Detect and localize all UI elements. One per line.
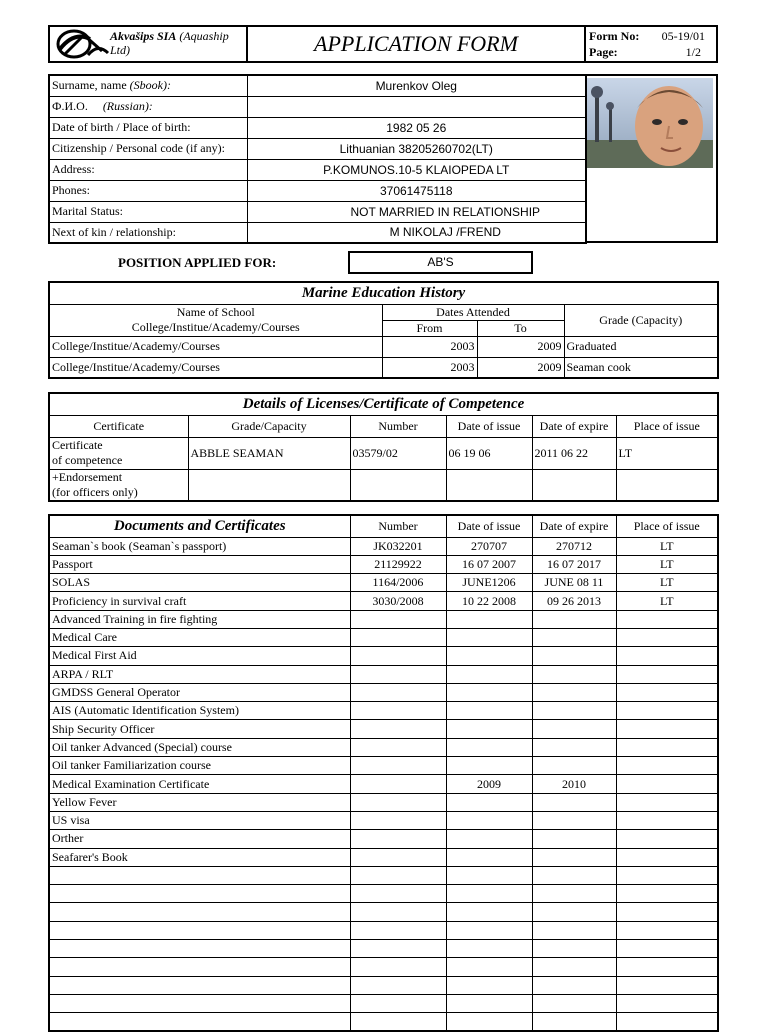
document-expire: 2010 — [532, 775, 616, 793]
education-from: 2003 — [382, 336, 477, 357]
licenses-header: Number — [350, 415, 446, 437]
personal-value — [247, 96, 586, 117]
document-place — [616, 811, 718, 829]
document-name: Seaman`s book (Seaman`s passport) — [49, 537, 350, 555]
documents-header: Date of issue — [446, 515, 532, 537]
document-place — [616, 793, 718, 811]
document-row — [49, 537, 718, 555]
license-grade: ABBLE SEAMAN — [188, 437, 350, 469]
education-to: 2009 — [477, 357, 564, 378]
document-expire — [532, 921, 616, 939]
document-issue — [446, 921, 532, 939]
document-name — [49, 976, 350, 994]
documents-header: Number — [350, 515, 446, 537]
document-place — [616, 994, 718, 1012]
document-place — [616, 757, 718, 775]
document-name: Oil tanker Advanced (Special) course — [49, 738, 350, 756]
education-col-school-2: College/Institue/Academy/Courses — [49, 320, 382, 336]
document-expire — [532, 610, 616, 628]
personal-row — [49, 222, 586, 243]
document-name: Passport — [49, 555, 350, 573]
document-issue: 270707 — [446, 537, 532, 555]
document-place — [616, 1013, 718, 1031]
licenses-header: Certificate — [49, 415, 188, 437]
personal-value: P.KOMUNOS.10-5 KLAIOPEDA LT — [247, 159, 586, 180]
document-number — [350, 830, 446, 848]
license-row — [49, 437, 718, 469]
license-certificate — [49, 469, 188, 501]
document-place — [616, 665, 718, 683]
license-expire: 2011 06 22 — [532, 437, 616, 469]
document-number — [350, 885, 446, 903]
document-place — [616, 958, 718, 976]
document-issue — [446, 628, 532, 646]
document-name: Medical Examination Certificate — [49, 775, 350, 793]
document-issue — [446, 811, 532, 829]
form-header — [48, 25, 718, 63]
personal-label — [49, 96, 247, 117]
personal-row — [49, 201, 586, 222]
document-name — [49, 940, 350, 958]
document-row — [49, 757, 718, 775]
document-row — [49, 775, 718, 793]
document-expire — [532, 757, 616, 775]
document-row — [49, 555, 718, 573]
document-row — [49, 720, 718, 738]
document-expire: 09 26 2013 — [532, 592, 616, 610]
licenses-title: Details of Licenses/Certificate of Competence — [49, 393, 718, 415]
document-number — [350, 940, 446, 958]
document-issue: 10 22 2008 — [446, 592, 532, 610]
form-meta-box — [584, 27, 716, 61]
document-row — [49, 1013, 718, 1031]
documents-title: Documents and Certificates — [49, 515, 350, 537]
license-grade — [188, 469, 350, 501]
license-certificate-line2: (for officers only) — [52, 484, 138, 499]
document-issue — [446, 848, 532, 866]
document-place — [616, 683, 718, 701]
document-name: Oil tanker Familiarization course — [49, 757, 350, 775]
document-place — [616, 866, 718, 884]
document-expire — [532, 848, 616, 866]
document-place: LT — [616, 555, 718, 573]
documents-header: Date of expire — [532, 515, 616, 537]
document-row — [49, 683, 718, 701]
licenses-header: Date of expire — [532, 415, 616, 437]
document-issue — [446, 1013, 532, 1031]
document-row — [49, 940, 718, 958]
document-row — [49, 994, 718, 1012]
personal-row — [49, 159, 586, 180]
document-name — [49, 866, 350, 884]
personal-label — [49, 180, 247, 201]
document-issue — [446, 720, 532, 738]
document-row — [49, 738, 718, 756]
applicant-photo-frame — [585, 74, 718, 243]
personal-label — [49, 159, 247, 180]
document-name: ARPA / RLT — [49, 665, 350, 683]
document-row — [49, 574, 718, 592]
document-place: LT — [616, 574, 718, 592]
document-place — [616, 885, 718, 903]
document-number: 21129922 — [350, 555, 446, 573]
document-number — [350, 683, 446, 701]
personal-label-text: Date of birth / Place of birth: — [52, 120, 191, 134]
education-col-from: From — [382, 320, 477, 336]
document-name — [49, 921, 350, 939]
document-number — [350, 866, 446, 884]
document-expire — [532, 940, 616, 958]
document-number — [350, 903, 446, 921]
document-expire — [532, 976, 616, 994]
personal-info-table — [48, 74, 587, 244]
page-label: Page: — [589, 45, 618, 59]
document-name — [49, 903, 350, 921]
license-row — [49, 469, 718, 501]
document-place — [616, 610, 718, 628]
education-school: College/Institue/Academy/Courses — [49, 336, 382, 357]
company-name: Akvašips SIA — [110, 29, 177, 43]
document-name: Ship Security Officer — [49, 720, 350, 738]
documents-table — [48, 514, 719, 1032]
education-row — [49, 336, 718, 357]
license-certificate-line1: +Endorsement — [52, 469, 123, 484]
document-number — [350, 811, 446, 829]
document-number — [350, 610, 446, 628]
form-no-value: 05-19/01 — [661, 29, 705, 43]
document-number — [350, 647, 446, 665]
document-place: LT — [616, 537, 718, 555]
personal-row — [49, 180, 586, 201]
document-issue — [446, 903, 532, 921]
document-row — [49, 592, 718, 610]
license-expire — [532, 469, 616, 501]
document-place: LT — [616, 592, 718, 610]
education-col-grade: Grade (Capacity) — [564, 304, 718, 336]
licenses-header: Grade/Capacity — [188, 415, 350, 437]
document-expire — [532, 885, 616, 903]
personal-label-text: Phones: — [52, 183, 91, 197]
document-place — [616, 976, 718, 994]
license-number: 03579/02 — [350, 437, 446, 469]
personal-label-note: (Russian): — [102, 99, 153, 113]
document-row — [49, 647, 718, 665]
document-name — [49, 1013, 350, 1031]
license-number — [350, 469, 446, 501]
document-number — [350, 775, 446, 793]
personal-label-text: Ф.И.О. — [52, 99, 88, 113]
personal-label — [49, 75, 247, 96]
document-issue — [446, 757, 532, 775]
document-place — [616, 848, 718, 866]
document-issue — [446, 793, 532, 811]
document-name: GMDSS General Operator — [49, 683, 350, 701]
personal-label — [49, 222, 247, 243]
license-certificate — [49, 437, 188, 469]
license-certificate-line2: of competence — [52, 453, 123, 467]
document-row — [49, 976, 718, 994]
company-name-alt2: Ltd) — [110, 43, 131, 57]
document-number — [350, 848, 446, 866]
personal-row — [49, 75, 586, 96]
document-number: 3030/2008 — [350, 592, 446, 610]
company-logo-box — [50, 27, 248, 61]
education-to: 2009 — [477, 336, 564, 357]
education-table — [48, 281, 719, 379]
personal-label-text: Surname, name — [52, 78, 127, 93]
document-number — [350, 958, 446, 976]
education-title: Marine Education History — [49, 282, 718, 304]
personal-label — [49, 138, 247, 159]
education-grade: Graduated — [564, 336, 718, 357]
position-value: AB'S — [348, 251, 533, 274]
document-number — [350, 665, 446, 683]
document-expire — [532, 628, 616, 646]
documents-header: Place of issue — [616, 515, 718, 537]
document-issue: JUNE1206 — [446, 574, 532, 592]
document-number — [350, 1013, 446, 1031]
personal-label-text: Next of kin / relationship: — [52, 224, 176, 239]
document-place — [616, 720, 718, 738]
personal-value: 1982 05 26 — [247, 117, 586, 138]
position-label: POSITION APPLIED FOR: — [118, 255, 277, 270]
license-place — [616, 469, 718, 501]
personal-row — [49, 117, 586, 138]
personal-label-note: (Sbook): — [129, 78, 171, 93]
personal-value: Murenkov Oleg — [247, 75, 586, 96]
document-expire — [532, 683, 616, 701]
form-no-label: Form No: — [589, 29, 640, 43]
personal-label — [49, 201, 247, 222]
document-expire — [532, 866, 616, 884]
document-number — [350, 720, 446, 738]
document-issue — [446, 885, 532, 903]
document-expire — [532, 830, 616, 848]
education-school: College/Institue/Academy/Courses — [49, 357, 382, 378]
form-title: APPLICATION FORM — [314, 31, 518, 56]
document-name: Medical First Aid — [49, 647, 350, 665]
document-place — [616, 628, 718, 646]
document-issue — [446, 738, 532, 756]
document-expire: JUNE 08 11 — [532, 574, 616, 592]
document-name: Medical Care — [49, 628, 350, 646]
document-expire — [532, 702, 616, 720]
document-row — [49, 866, 718, 884]
document-issue — [446, 976, 532, 994]
licenses-header: Date of issue — [446, 415, 532, 437]
document-number: 1164/2006 — [350, 574, 446, 592]
document-name — [49, 885, 350, 903]
document-name: SOLAS — [49, 574, 350, 592]
document-expire — [532, 903, 616, 921]
document-row — [49, 665, 718, 683]
company-name-alt: (Aquaship — [179, 29, 229, 43]
document-issue: 16 07 2007 — [446, 555, 532, 573]
license-issue: 06 19 06 — [446, 437, 532, 469]
document-row — [49, 610, 718, 628]
licenses-header: Place of issue — [616, 415, 718, 437]
education-col-school-1: Name of School — [49, 304, 382, 320]
document-row — [49, 702, 718, 720]
document-place — [616, 702, 718, 720]
personal-value: M NIKOLAJ /FREND — [247, 222, 586, 243]
document-issue — [446, 866, 532, 884]
document-number — [350, 757, 446, 775]
education-grade: Seaman cook — [564, 357, 718, 378]
document-name: Proficiency in survival craft — [49, 592, 350, 610]
document-row — [49, 958, 718, 976]
document-issue — [446, 647, 532, 665]
personal-label — [49, 117, 247, 138]
document-number — [350, 793, 446, 811]
document-name — [49, 958, 350, 976]
document-issue — [446, 830, 532, 848]
personal-value: 37061475118 — [247, 180, 586, 201]
license-issue — [446, 469, 532, 501]
company-logo-icon — [54, 29, 110, 59]
document-number — [350, 976, 446, 994]
document-row — [49, 885, 718, 903]
document-name: Seafarer's Book — [49, 848, 350, 866]
document-place — [616, 830, 718, 848]
document-expire — [532, 1013, 616, 1031]
license-place: LT — [616, 437, 718, 469]
document-expire — [532, 720, 616, 738]
document-number — [350, 628, 446, 646]
document-row — [49, 628, 718, 646]
document-row — [49, 921, 718, 939]
document-number — [350, 738, 446, 756]
document-row — [49, 848, 718, 866]
education-col-to: To — [477, 320, 564, 336]
license-certificate-line1: Certificate — [52, 438, 103, 452]
document-row — [49, 811, 718, 829]
document-issue: 2009 — [446, 775, 532, 793]
document-expire: 270712 — [532, 537, 616, 555]
personal-label-text: Marital Status: — [52, 204, 123, 218]
document-expire — [532, 811, 616, 829]
personal-row — [49, 138, 586, 159]
personal-value: NOT MARRIED IN RELATIONSHIP — [247, 201, 586, 222]
document-issue — [446, 958, 532, 976]
document-name — [49, 994, 350, 1012]
document-expire — [532, 793, 616, 811]
document-place — [616, 647, 718, 665]
document-issue — [446, 702, 532, 720]
document-row — [49, 903, 718, 921]
document-name: Advanced Training in fire fighting — [49, 610, 350, 628]
document-issue — [446, 940, 532, 958]
document-expire: 16 07 2017 — [532, 555, 616, 573]
personal-value: Lithuanian 38205260702(LT) — [247, 138, 586, 159]
document-issue — [446, 994, 532, 1012]
education-from: 2003 — [382, 357, 477, 378]
document-name: Orther — [49, 830, 350, 848]
document-number — [350, 994, 446, 1012]
document-issue — [446, 610, 532, 628]
document-number — [350, 702, 446, 720]
page-value: 1/2 — [685, 45, 701, 59]
personal-label-text: Address: — [52, 162, 95, 176]
document-place — [616, 738, 718, 756]
document-place — [616, 903, 718, 921]
licenses-table — [48, 392, 719, 502]
document-place — [616, 775, 718, 793]
applicant-photo — [587, 78, 713, 168]
document-issue — [446, 683, 532, 701]
document-expire — [532, 665, 616, 683]
document-number — [350, 921, 446, 939]
document-row — [49, 793, 718, 811]
document-number: JK032201 — [350, 537, 446, 555]
document-row — [49, 830, 718, 848]
document-issue — [446, 665, 532, 683]
document-name: US visa — [49, 811, 350, 829]
document-place — [616, 921, 718, 939]
document-expire — [532, 958, 616, 976]
personal-label-text: Citizenship / Personal code (if any): — [52, 141, 225, 155]
personal-row — [49, 96, 586, 117]
document-name: AIS (Automatic Identification System) — [49, 702, 350, 720]
document-expire — [532, 738, 616, 756]
document-expire — [532, 994, 616, 1012]
education-col-dates: Dates Attended — [382, 304, 564, 320]
document-expire — [532, 647, 616, 665]
education-row — [49, 357, 718, 378]
document-place — [616, 940, 718, 958]
document-name: Yellow Fever — [49, 793, 350, 811]
